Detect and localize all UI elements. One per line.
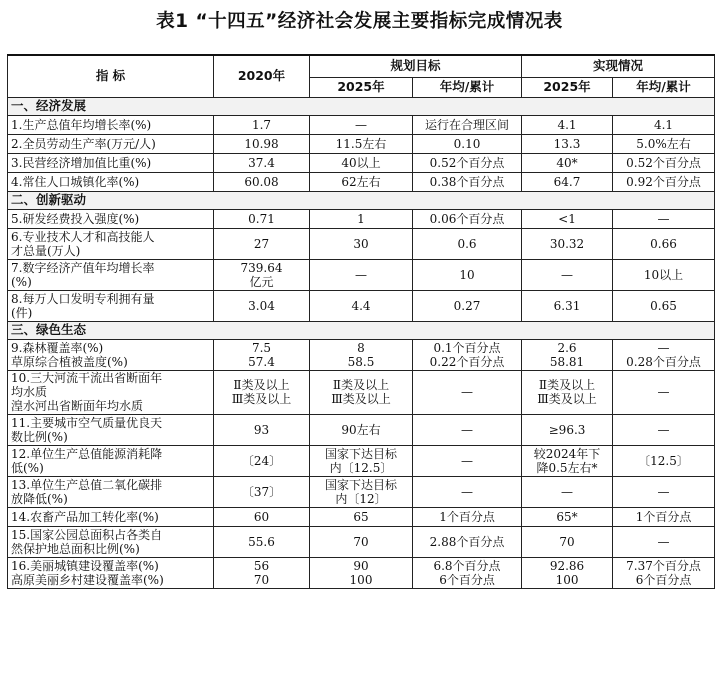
header-indicator: 指 标 [8, 55, 214, 97]
value-2020-cell: 10.98 [214, 134, 310, 153]
indicator-cell: 4.常住人口城镇化率(%) [8, 172, 214, 191]
table-row [8, 172, 715, 191]
table-row [8, 134, 715, 153]
plan-2025-cell: 65 [310, 507, 413, 526]
plan-2025-cell: 70 [310, 526, 413, 557]
section-row [8, 191, 715, 209]
indicator-cell: 14.农畜产品加工转化率(%) [8, 507, 214, 526]
actual-avg-cell: 0.92个百分点 [613, 172, 715, 191]
actual-avg-cell: — [613, 370, 715, 414]
header-actual: 实现情况 [522, 55, 715, 77]
plan-avg-cell: 0.27 [413, 290, 522, 321]
actual-2025-cell: Ⅱ类及以上 Ⅲ类及以上 [522, 370, 613, 414]
actual-2025-cell: 65* [522, 507, 613, 526]
header-actual-avg: 年均/累计 [613, 77, 715, 97]
value-2020-cell: 37.4 [214, 153, 310, 172]
actual-2025-cell: 13.3 [522, 134, 613, 153]
actual-2025-cell: 6.31 [522, 290, 613, 321]
value-2020-cell: 7.5 57.4 [214, 339, 310, 370]
actual-avg-cell: — 0.28个百分点 [613, 339, 715, 370]
actual-avg-cell: 0.52个百分点 [613, 153, 715, 172]
table-row [8, 414, 715, 445]
actual-avg-cell: 1个百分点 [613, 507, 715, 526]
plan-2025-cell: 国家下达目标 内〔12〕 [310, 476, 413, 507]
value-2020-cell: 55.6 [214, 526, 310, 557]
value-2020-cell: 1.7 [214, 115, 310, 134]
plan-2025-cell: — [310, 115, 413, 134]
table-row [8, 370, 715, 414]
indicator-cell: 10.三大河流干流出省断面年 均水质 湟水河出省断面年均水质 [8, 370, 214, 414]
header-plan-avg: 年均/累计 [413, 77, 522, 97]
actual-avg-cell: 0.66 [613, 228, 715, 259]
indicator-cell: 9.森林覆盖率(%) 草原综合植被盖度(%) [8, 339, 214, 370]
table-body [8, 97, 715, 588]
plan-2025-cell: — [310, 259, 413, 290]
value-2020-cell: 56 70 [214, 557, 310, 588]
table-row [8, 526, 715, 557]
indicator-cell: 2.全员劳动生产率(万元/人) [8, 134, 214, 153]
value-2020-cell: 60.08 [214, 172, 310, 191]
plan-2025-cell: 90左右 [310, 414, 413, 445]
table-title: 表1 “十四五”经济社会发展主要指标完成情况表 [156, 11, 563, 32]
plan-2025-cell: 62左右 [310, 172, 413, 191]
actual-2025-cell: 30.32 [522, 228, 613, 259]
plan-2025-cell: 8 58.5 [310, 339, 413, 370]
actual-2025-cell: 2.6 58.81 [522, 339, 613, 370]
section-title: 二、创新驱动 [8, 191, 715, 209]
table-row [8, 290, 715, 321]
plan-avg-cell: 0.06个百分点 [413, 209, 522, 228]
actual-2025-cell: 64.7 [522, 172, 613, 191]
table-row [8, 228, 715, 259]
actual-avg-cell: — [613, 414, 715, 445]
value-2020-cell: 93 [214, 414, 310, 445]
plan-avg-cell: — [413, 476, 522, 507]
actual-avg-cell: 〔12.5〕 [613, 445, 715, 476]
section-row [8, 97, 715, 115]
table-row [8, 445, 715, 476]
actual-2025-cell: <1 [522, 209, 613, 228]
plan-avg-cell: — [413, 445, 522, 476]
actual-2025-cell: 70 [522, 526, 613, 557]
plan-2025-cell: 90 100 [310, 557, 413, 588]
plan-avg-cell: 10 [413, 259, 522, 290]
plan-2025-cell: 国家下达目标 内〔12.5〕 [310, 445, 413, 476]
actual-2025-cell: 40* [522, 153, 613, 172]
actual-2025-cell: 较2024年下 降0.5左右* [522, 445, 613, 476]
header-plan-2025: 2025年 [310, 77, 413, 97]
plan-avg-cell: 运行在合理区间 [413, 115, 522, 134]
section-title: 三、绿色生态 [8, 321, 715, 339]
value-2020-cell: Ⅱ类及以上 Ⅲ类及以上 [214, 370, 310, 414]
plan-avg-cell: — [413, 370, 522, 414]
actual-avg-cell: 7.37个百分点 6个百分点 [613, 557, 715, 588]
indicator-cell: 8.每万人口发明专利拥有量 (件) [8, 290, 214, 321]
indicator-cell: 15.国家公园总面积占各类自 然保护地总面积比例(%) [8, 526, 214, 557]
actual-avg-cell: — [613, 526, 715, 557]
plan-2025-cell: 30 [310, 228, 413, 259]
actual-2025-cell: 4.1 [522, 115, 613, 134]
actual-avg-cell: 0.65 [613, 290, 715, 321]
plan-2025-cell: 11.5左右 [310, 134, 413, 153]
indicator-cell: 16.美丽城镇建设覆盖率(%) 高原美丽乡村建设覆盖率(%) [8, 557, 214, 588]
plan-2025-cell: 40以上 [310, 153, 413, 172]
indicator-cell: 5.研发经费投入强度(%) [8, 209, 214, 228]
table-row [8, 209, 715, 228]
table-row [8, 476, 715, 507]
table-row [8, 339, 715, 370]
actual-2025-cell: — [522, 476, 613, 507]
actual-avg-cell: — [613, 209, 715, 228]
indicator-cell: 3.民营经济增加值比重(%) [8, 153, 214, 172]
value-2020-cell: 〔24〕 [214, 445, 310, 476]
indicator-cell: 1.生产总值年均增长率(%) [8, 115, 214, 134]
plan-avg-cell: 6.8个百分点 6个百分点 [413, 557, 522, 588]
header-2020: 2020年 [214, 55, 310, 97]
header-actual-2025: 2025年 [522, 77, 613, 97]
plan-avg-cell: 0.1个百分点 0.22个百分点 [413, 339, 522, 370]
table-row [8, 115, 715, 134]
value-2020-cell: 〔37〕 [214, 476, 310, 507]
indicator-cell: 11.主要城市空气质量优良天 数比例(%) [8, 414, 214, 445]
value-2020-cell: 3.04 [214, 290, 310, 321]
actual-2025-cell: ≥96.3 [522, 414, 613, 445]
actual-2025-cell: 92.86 100 [522, 557, 613, 588]
indicator-cell: 12.单位生产总值能源消耗降 低(%) [8, 445, 214, 476]
indicator-cell: 6.专业技术人才和高技能人 才总量(万人) [8, 228, 214, 259]
value-2020-cell: 60 [214, 507, 310, 526]
plan-avg-cell: — [413, 414, 522, 445]
plan-avg-cell: 0.6 [413, 228, 522, 259]
actual-2025-cell: — [522, 259, 613, 290]
indicator-cell: 7.数字经济产值年均增长率 (%) [8, 259, 214, 290]
plan-2025-cell: Ⅱ类及以上 Ⅲ类及以上 [310, 370, 413, 414]
header-plan: 规划目标 [310, 55, 522, 77]
plan-2025-cell: 1 [310, 209, 413, 228]
indicator-cell: 13.单位生产总值二氧化碳排 放降低(%) [8, 476, 214, 507]
plan-avg-cell: 2.88个百分点 [413, 526, 522, 557]
plan-avg-cell: 0.38个百分点 [413, 172, 522, 191]
table-row [8, 259, 715, 290]
value-2020-cell: 0.71 [214, 209, 310, 228]
indicators-table [7, 54, 715, 589]
actual-avg-cell: 4.1 [613, 115, 715, 134]
value-2020-cell: 739.64 亿元 [214, 259, 310, 290]
plan-avg-cell: 0.10 [413, 134, 522, 153]
section-title: 一、经济发展 [8, 97, 715, 115]
plan-avg-cell: 0.52个百分点 [413, 153, 522, 172]
table-row [8, 557, 715, 588]
section-row [8, 321, 715, 339]
actual-avg-cell: 10以上 [613, 259, 715, 290]
actual-avg-cell: 5.0%左右 [613, 134, 715, 153]
table-row [8, 153, 715, 172]
table-row [8, 507, 715, 526]
value-2020-cell: 27 [214, 228, 310, 259]
actual-avg-cell: — [613, 476, 715, 507]
plan-avg-cell: 1个百分点 [413, 507, 522, 526]
plan-2025-cell: 4.4 [310, 290, 413, 321]
